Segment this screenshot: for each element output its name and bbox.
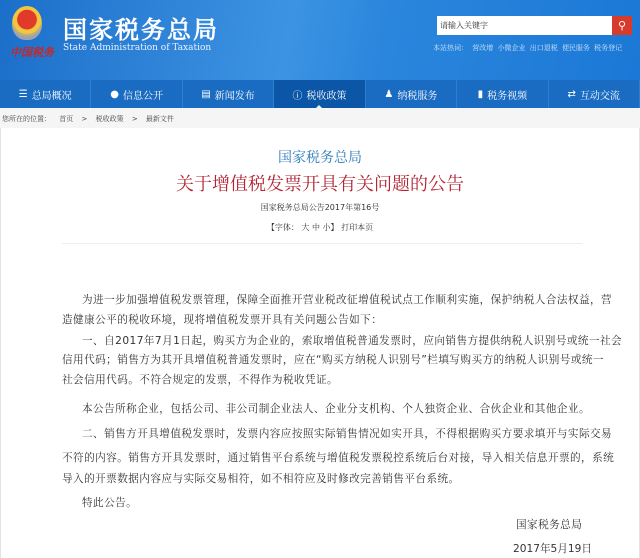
hot-word-link[interactable]: 出口退税 <box>529 44 558 52</box>
search-button[interactable] <box>612 16 632 35</box>
body-line: 一、自2017年7月1日起，购买方为企业的，索取增值税普通发票时，应向销售方提供纳税人识别号或统一社会 <box>82 335 623 347</box>
hot-word-link[interactable]: 便民服务 <box>561 44 590 52</box>
exchange-icon: ⇄ <box>567 88 576 100</box>
hot-label: 本站热词： <box>433 44 468 52</box>
nav-item-overview[interactable] <box>0 80 91 108</box>
nav-label: 信息公开 <box>123 90 163 102</box>
nav-label: 新闻发布 <box>214 90 255 102</box>
breadcrumb-home[interactable]: 首页 <box>59 115 74 123</box>
signature: 国家税务总局 <box>516 519 583 531</box>
breadcrumb-latest[interactable]: 最新文件 <box>145 115 174 123</box>
site-header <box>0 0 640 80</box>
body-line: 本公告所称企业，包括公司、非公司制企业法人、企业分支机构、个人独资企业、合伙企业和其他企业。 <box>82 403 591 415</box>
tax-logo: 中国税务 <box>10 46 54 59</box>
divider <box>62 243 582 244</box>
body-line: 信用代码；销售方为其开具增值税普通发票时，应在“购买方纳税人识别号”栏填写购买方的纳税人识别号或统一 <box>62 354 604 366</box>
hot-word-link[interactable]: 税务登记 <box>594 44 623 52</box>
nav-label: 总局概况 <box>31 90 72 102</box>
hot-word-link[interactable]: 营改增 <box>472 44 494 52</box>
body-line: 社会信用代码。不符合规定的发票，不得作为税收凭证。 <box>62 374 339 386</box>
chat-bubble-icon: ● <box>110 88 119 100</box>
font-small-link[interactable]: 小 <box>322 223 331 232</box>
publish-date: 2017年5月19日 <box>513 543 592 555</box>
document-icon: ▤ <box>201 88 211 100</box>
body-line: 导入的开票数据内容应与实际交易相符，如不相符应及时修改完善销售平台系统。 <box>62 473 460 485</box>
font-large-link[interactable]: 大 <box>301 223 310 232</box>
body-line: 造健康公平的税收环境，现将增值税发票开具有关问题公告如下： <box>62 314 383 326</box>
breadcrumb-label: 您所在的位置： <box>2 115 51 123</box>
font-size-bracket: 】 <box>330 223 339 232</box>
breadcrumb <box>0 108 640 128</box>
document-number: 国家税务总局公告2017年第16号 <box>260 203 380 212</box>
nav-item-interact[interactable] <box>549 80 640 108</box>
nav-label: 税收政策 <box>306 90 347 102</box>
body-line: 二、销售方开具增值税发票时，发票内容应按照实际销售情况如实开具，不得根据购买方要求填开与实际交易 <box>82 428 613 440</box>
nav-label: 税务视频 <box>487 90 528 102</box>
body-line: 不符的内容。销售方开具发票时，通过销售平台系统与增值税发票税控系统后台对接，导入相关信息开票的，系统 <box>62 452 615 464</box>
search-icon: ⚲ <box>617 19 627 32</box>
hot-words <box>433 43 624 53</box>
hot-word-link[interactable]: 小微企业 <box>497 44 526 52</box>
search-input[interactable]: 请输入关键字 <box>437 16 612 35</box>
nav-item-policy[interactable] <box>274 80 365 108</box>
font-size-label: 【字体： <box>266 223 299 232</box>
info-icon: ⓘ <box>292 90 303 102</box>
font-medium-link[interactable]: 中 <box>312 223 320 232</box>
breadcrumb-separator: > <box>81 115 88 123</box>
menu-icon: ☰ <box>18 88 28 100</box>
breadcrumb-separator: > <box>131 115 138 123</box>
nav-label: 互动交流 <box>579 90 620 102</box>
nav-item-video[interactable] <box>457 80 548 108</box>
nav-item-info[interactable] <box>91 80 182 108</box>
article-title: 关于增值税发票开具有关问题的公告 <box>176 174 464 195</box>
person-icon: ♟ <box>384 88 394 100</box>
article-tools <box>0 222 640 233</box>
body-line: 特此公告。 <box>82 497 138 509</box>
article-org: 国家税务总局 <box>278 150 362 166</box>
site-title[interactable]: 国家税务总局 <box>63 16 219 44</box>
video-icon: ▮ <box>477 88 484 100</box>
nav-item-news[interactable] <box>183 80 274 108</box>
print-link[interactable]: 打印本页 <box>341 223 374 232</box>
site-subtitle: State Administration of Taxation <box>63 43 212 53</box>
main-nav <box>0 80 640 108</box>
national-emblem-icon <box>12 6 42 40</box>
nav-label: 纳税服务 <box>397 90 438 102</box>
nav-item-service[interactable] <box>366 80 457 108</box>
body-line: 为进一步加强增值税发票管理，保障全面推开营业税改征增值税试点工作顺利实施，保护纳税人合法权益，营 <box>82 294 613 306</box>
breadcrumb-policy[interactable]: 税收政策 <box>95 115 124 123</box>
